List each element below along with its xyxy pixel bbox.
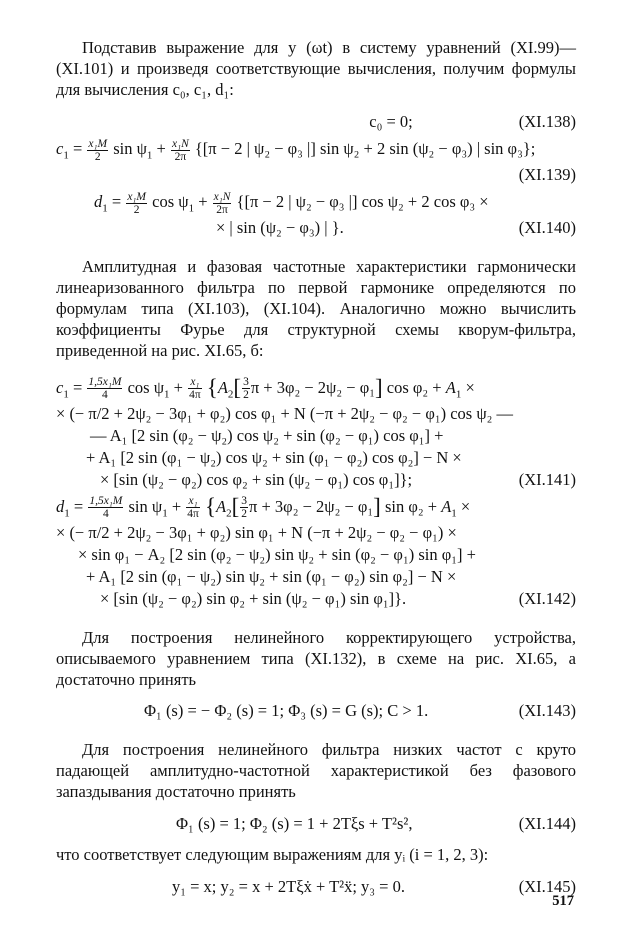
equation-xi-140-line2 (56, 217, 576, 239)
paragraph-corrector: Для построения нелинейного корректирующего устройства, описываемого уравнением типа (XI.132), в схеме на рис. XI.65, а достаточно принять (56, 627, 576, 689)
eq-lhs: c (56, 138, 64, 158)
equation-number: (XI.140) (518, 217, 576, 237)
equation-body: y₁ = x; y₂ = x + 2Tξẋ + T²ẍ; y₃ = 0. (172, 877, 405, 897)
equation-number: (XI.145) (518, 877, 576, 897)
equation-xi-142-line4: + A₁ [2 sin (φ₁ − ψ₂) sin ψ₂ + sin (φ₁ − φ₂) sin φ₂] − N × (86, 566, 457, 586)
equation-body: {[π − 2 | ψ₂ − φ₃ |] sin ψ₂ + 2 sin (ψ₂ − φ₃) | sin φ₃}; (194, 138, 536, 158)
equation-xi-142-line2: × (− π/2 + 2ψ₂ − 3φ₁ + φ₂) sin φ₁ + N (−π + 2ψ₂ − φ₂ − φ₁) × (56, 522, 457, 542)
equation-xi-142-line5: × [sin (ψ₂ − φ₂) sin φ₂ + sin (ψ₂ − φ₁) sin φ₁]}. (XI.142) (100, 588, 576, 608)
equation-xi-142-line3: × sin φ₁ − A₂ [2 sin (φ₂ − ψ₂) sin ψ₂ + sin (φ₂ − φ₁) sin φ₁] + (78, 544, 476, 564)
equation-xi-141-line5: × [sin (ψ₂ − φ₂) cos φ₂ + sin (ψ₂ − φ₁) cos φ₁]}; (XI.141) (100, 469, 576, 489)
equation-number: (XI.138) (518, 111, 576, 131)
page-number: 517 (552, 892, 574, 909)
equation-number: (XI.139) (518, 164, 576, 184)
equation-xi-143 (56, 700, 576, 722)
equation-body: × | sin (ψ₂ − φ₃) | }. (216, 217, 344, 237)
equation-number: (XI.141) (518, 469, 576, 489)
paragraph-intro: Подставив выражение для y (ωt) в систему уравнений (XI.99)—(XI.101) и произведя соответствующие вычисления, получим формулы для вычисления c₀, c₁, d₁: (56, 38, 576, 99)
equation-xi-138 (56, 111, 576, 133)
fraction: $\frac{\text{x₁M}}{2}$ (127, 190, 146, 216)
equation-number: (XI.144) (518, 814, 576, 834)
equation-xi-141-line3: — A₁ [2 sin (φ₂ − ψ₂) cos ψ₂ + sin (φ₂ − φ₁) cos φ₁] + (90, 425, 444, 445)
equation-body: {[π − 2 | ψ₂ − φ₃ |] cos ψ₂ + 2 cos φ₃ × (236, 191, 489, 211)
equation-number: (XI.142) (518, 588, 576, 608)
fraction: $\frac{\text{x₁}}{4\pi}$ (187, 495, 199, 521)
equation-xi-142: $d_1$ = $\frac{\text{1,5x₁M}}{4}$ $\sin \psi_1$ + $\frac{\text{x₁}}{4\pi}$ {$A_2$[ $\frac{3}{2}$ π + 3φ₂ − 2ψ₂ − φ₁] $\sin \varphi_2 + A_1$ × (56, 493, 471, 521)
paragraph-lowpass: Для построения нелинейного фильтра низких частот с круто падающей амплитудно-частотной характеристикой без фазового запаздывания достаточно принять (56, 740, 576, 802)
equation-xi-139: $c_1$ = $\frac{\text{x₁M}}{2}$ $\sin \psi_1$ + $\frac{\text{x₁N}}{2\pi}$ {[π − 2 | ψ₂ − φ₃ |] sin ψ₂ + 2 sin (ψ₂ − φ₃) | sin φ₃}; (56, 137, 536, 163)
paragraph-expressions: что соответствует следующим выражениям для yᵢ (i = 1, 2, 3): (56, 845, 489, 865)
fraction: $\frac{\text{x₁N}}{2\pi}$ (171, 137, 189, 163)
equation-xi-141-line4: + A₁ [2 sin (φ₁ − ψ₂) cos ψ₂ + sin (φ₁ − φ₂) cos φ₂] − N × (86, 447, 462, 467)
equation-body: Φ₁ (s) = 1; Φ₂ (s) = 1 + 2Tξs + T²s², (176, 814, 413, 834)
equation-xi-140: $d_1$ = $\frac{\text{x₁M}}{2}$ $\cos \psi_1$ + $\frac{\text{x₁N}}{2\pi}$ {[π − 2 | ψ₂ − φ₃ |] cos ψ₂ + 2 cos φ₃ × (94, 190, 489, 216)
fraction: $\frac{\text{x₁}}{4\pi}$ (189, 376, 201, 402)
equation-xi-141: $c_1$ = $\frac{\text{1,5x₁M}}{4}$ $\cos \psi_1$ + $\frac{\text{x₁}}{4\pi}$ {$A_2$[ $\frac{3}{2}$ π + 3φ₂ − 2ψ₂ − φ₁] $\cos \varphi_2 + A_1$ × (56, 374, 475, 402)
fraction: $\frac{\text{x₁M}}{2}$ (88, 137, 108, 163)
equation-number: (XI.143) (518, 701, 576, 721)
equation-xi-145 (56, 876, 576, 898)
fraction: $\frac{\text{1,5x₁M}}{4}$ (88, 376, 122, 402)
fraction: $\frac{\text{1,5x₁M}}{4}$ (89, 495, 123, 521)
equation-xi-144 (56, 813, 576, 835)
fraction: $\frac{\text{x₁N}}{2\pi}$ (213, 190, 231, 216)
equation-body: c₀ = 0; (369, 111, 413, 131)
equation-body: Φ₁ (s) = − Φ₂ (s) = 1; Φ₃ (s) = G (s); C > 1. (144, 701, 429, 721)
paragraph-amplitude: Амплитудная и фазовая частотные характеристики гармонически линеаризованного фильтра по первой гармонике определяются по формулам типа (XI.103), (XI.104). Аналогично можно вычислить коэффициенты Фурье для структурной схемы кворум-фильтра, приведенной на рис. XI.65, б: (56, 256, 576, 360)
equation-xi-141-line2: × (− π/2 + 2ψ₂ − 3φ₁ + φ₂) cos φ₁ + N (−π + 2ψ₂ − φ₂ − φ₁) cos ψ₂ — (56, 403, 514, 423)
